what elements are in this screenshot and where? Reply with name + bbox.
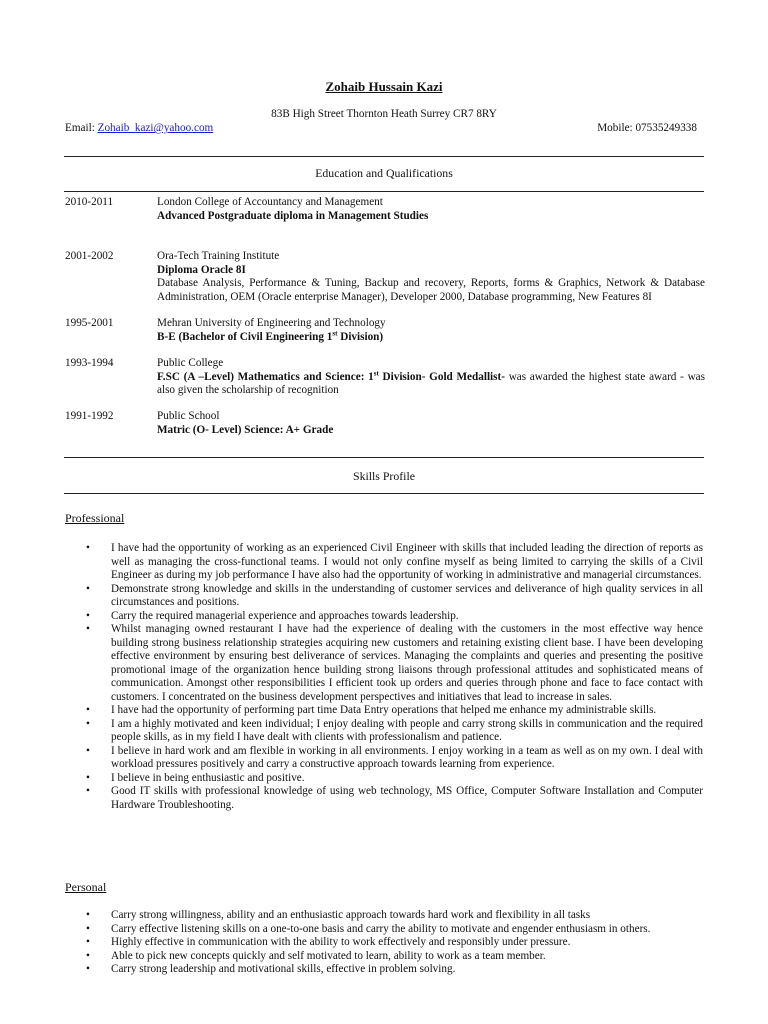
institution: London College of Accountancy and Management [157,196,383,208]
list-item-text: Carry strong willingness, ability and an enthusiastic approach towards hard work and flexibility in all tasks [111,909,591,921]
divider [64,156,704,157]
list-item-text: Able to pick new concepts quickly and self motivated to learn, ability to work as a team member. [111,949,546,962]
education-years: 1991-1992 [65,410,114,422]
qualification: Matric (O- Level) Science: A+ Grade [157,423,334,436]
list-item [65,936,703,950]
education-details [157,357,705,398]
bullet-icon: • [86,542,90,554]
divider [64,457,704,458]
qualification: Diploma Oracle 8I [157,263,246,276]
professional-skills-list [65,542,703,812]
list-item [65,542,703,583]
education-details [157,317,705,344]
bullet-icon: • [86,704,90,716]
bullet-icon: • [86,922,90,935]
qualification: Advanced Postgraduate diploma in Management Studies [157,209,429,222]
bullet-icon: • [86,609,90,622]
bullet-icon: • [86,717,90,730]
email-label: Email: [65,122,98,134]
education-section-title: Education and Qualifications [315,166,453,180]
personal-heading: Personal [65,880,107,894]
list-item-text: Good IT skills with professional knowledge of using web technology, MS Office, Computer Software Installation and Computer Hardware Troubleshooting. [111,785,703,811]
qualification-text: Division- Gold Medallist- [378,370,505,383]
qualification-description: was awarded the highest state award - was also given the scholarship of recognition [157,370,705,396]
list-item [65,963,703,977]
bullet-icon: • [86,785,90,797]
list-item-text: I am a highly motivated and keen individual; I enjoy dealing with people and carry strong skills in communication and the required people skills, as in my field I have dealt with clients with professionalism and patience. [111,717,703,743]
ordinal-suffix: st [332,328,338,337]
mobile-number: Mobile: 07535249338 [597,122,697,134]
bullet-icon: • [86,909,90,921]
skills-section-title: Skills Profile [353,469,415,483]
professional-heading: Professional [65,511,125,525]
list-item-text: Highly effective in communication with the ability to work effectively and responsibly under pressure. [111,936,571,948]
qualification-description: Database Analysis, Performance & Tuning, Backup and recovery, Reports, forms & Graphics, Network & Database Administration, OEM (Oracle enterprise Manager), Developer 2000, Database programming, New Features 8I [157,277,705,303]
list-item [65,718,703,745]
institution: Public School [157,410,220,422]
education-years: 1995-2001 [65,317,114,329]
qualification-text: F.SC (A –Level) Mathematics and Science: 1 [157,370,374,383]
list-item [65,909,703,923]
institution: Public College [157,357,224,369]
list-item-text: Demonstrate strong knowledge and skills in the understanding of customer services and deliverance of high quality services in all circumstances and positions. [111,582,703,608]
education-years: 1993-1994 [65,357,114,369]
list-item-text: Carry strong leadership and motivational skills, effective in problem solving. [111,963,456,975]
list-item-text: Carry effective listening skills on a one-to-one basis and carry the ability to motivate and engender enthusiasm in others. [111,922,651,935]
qualification [157,328,705,345]
education-years: 2010-2011 [65,196,114,208]
list-item [65,623,703,704]
bullet-icon: • [86,771,90,784]
institution: Mehran University of Engineering and Technology [157,317,386,329]
list-item-text: Whilst managing owned restaurant I have had the experience of dealing with the customers in the most effective way hence building strong business relationship strategies acquiring new customers and retaining existing client base. I have been developing effective environment by ensuring best deliverance of services. Managing the complaints and queries and presenting the positive promotional image of the organization hence building strong liaisons through professional attitudes and sophisticated means of communication. Amongst other responsibilities I efficient took up orders and queries through phone and face to face contact with customers. I concentrated on the business development perspectives and initiatives that lead to increase in sales. [111,623,703,703]
list-item [65,950,703,964]
bullet-icon: • [86,744,90,757]
list-item-text: I have had the opportunity of performing part time Data Entry operations that helped me enhance my administrable skills. [111,704,657,716]
list-item-text: I believe in hard work and am flexible in working in all environments. I enjoy working in a team as well as on my own. I deal with workload pressures positively and carry a constructive approach towards learning from experience. [111,744,703,770]
list-item [65,745,703,772]
ordinal-suffix: st [373,368,379,377]
bullet-icon: • [86,936,90,948]
list-item [65,785,703,812]
list-item [65,923,703,937]
qualification-line [157,368,705,398]
bullet-icon: • [86,963,90,975]
personal-skills-list [65,909,703,977]
bullet-icon: • [86,623,90,635]
education-details [157,196,705,223]
email-row [65,122,213,136]
list-item [65,583,703,610]
education-details [157,410,705,437]
bullet-icon: • [86,582,90,595]
list-item-text: I have had the opportunity of working as an experienced Civil Engineer with skills that included leading the direction of reports as well as managing the cross-functional teams. I would not only confine myself as being limited to carrying the skills of a Civil Engineer as during my job performance I have also had the opportunity of working in administrative and managerial circumstances. [111,542,703,581]
list-item [65,772,703,786]
bullet-icon: • [86,949,90,962]
list-item-text: I believe in being enthusiastic and positive. [111,771,305,784]
address-line: 83B High Street Thornton Heath Surrey CR7 8RY [271,108,497,120]
email-link[interactable]: Zohaib_kazi@yahoo.com [97,122,214,134]
list-item-text: Carry the required managerial experience and approaches towards leadership. [111,609,459,622]
education-details [157,250,705,304]
institution: Ora-Tech Training Institute [157,250,280,262]
divider [64,191,704,192]
qualification-text: B-E (Bachelor of Civil Engineering 1 [157,330,333,343]
list-item [65,610,703,624]
qualification-text: Division) [337,330,384,343]
candidate-name: Zohaib Hussain Kazi [325,79,443,94]
education-years: 2001-2002 [65,250,114,262]
divider [64,493,704,494]
list-item [65,704,703,718]
